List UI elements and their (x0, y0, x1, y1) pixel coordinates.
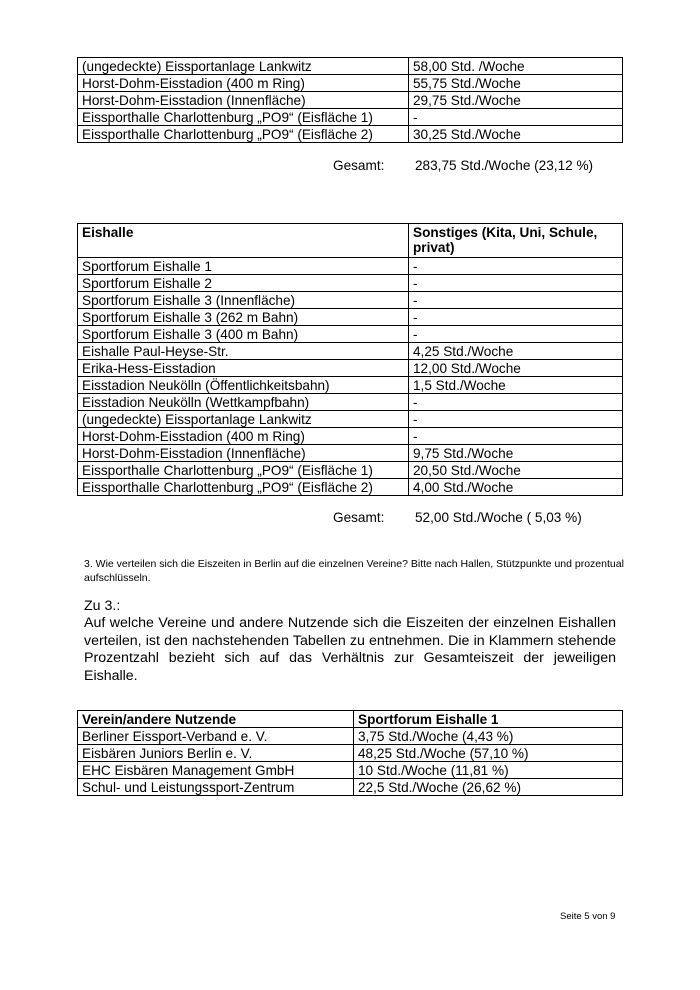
table-row (78, 275, 623, 292)
usage-table-continued (77, 57, 623, 143)
row-value-cell: - (409, 292, 623, 309)
row-label-cell: Sportforum Eishalle 3 (262 m Bahn) (78, 309, 409, 326)
row-label-cell: Sportforum Eishalle 1 (78, 258, 409, 275)
row-value-cell: 4,00 Std./Woche (409, 479, 623, 496)
table-row (78, 75, 623, 92)
page-number: Seite 5 von 9 (560, 911, 616, 922)
row-value-cell: - (409, 326, 623, 343)
row-label-cell: Eisbären Juniors Berlin e. V. (78, 745, 354, 762)
table-row (78, 462, 623, 479)
row-value-cell: 1,5 Std./Woche (409, 377, 623, 394)
row-value-cell: - (409, 109, 623, 126)
column-header-eishalle-1: Sportforum Eishalle 1 (354, 711, 623, 728)
table-header-row (78, 224, 623, 258)
table-row (78, 92, 623, 109)
row-value-cell: 9,75 Std./Woche (409, 445, 623, 462)
row-value-cell: 22,5 Std./Woche (26,62 %) (354, 779, 623, 796)
row-value-cell: 58,00 Std. /Woche (409, 58, 623, 75)
row-value-cell: 55,75 Std./Woche (409, 75, 623, 92)
row-value-cell: 10 Std./Woche (11,81 %) (354, 762, 623, 779)
column-header-verein: Verein/andere Nutzende (78, 711, 354, 728)
table-row (78, 394, 623, 411)
row-label-cell: Berliner Eissport-Verband e. V. (78, 728, 354, 745)
row-label-cell: Eisstadion Neukölln (Öffentlichkeitsbahn) (78, 377, 409, 394)
row-label-cell: Horst-Dohm-Eisstadion (400 m Ring) (78, 428, 409, 445)
table-row (78, 377, 623, 394)
row-label-cell: EHC Eisbären Management GmbH (78, 762, 354, 779)
table-row (78, 445, 623, 462)
row-label-cell: Horst-Dohm-Eisstadion (400 m Ring) (78, 75, 409, 92)
column-header-eishalle: Eishalle (78, 224, 409, 258)
total-label: Gesamt: (333, 510, 385, 525)
row-label-cell: Eisstadion Neukölln (Wettkampfbahn) (78, 394, 409, 411)
row-value-cell: 30,25 Std./Woche (409, 126, 623, 143)
table-row (78, 58, 623, 75)
row-label-cell: Sportforum Eishalle 3 (400 m Bahn) (78, 326, 409, 343)
row-label-cell: Horst-Dohm-Eisstadion (Innenfläche) (78, 445, 409, 462)
row-label-cell: Eissporthalle Charlottenburg „PO9“ (Eisfläche 2) (78, 126, 409, 143)
row-label-cell: Eissporthalle Charlottenburg „PO9“ (Eisfläche 2) (78, 479, 409, 496)
table-row (78, 109, 623, 126)
answer-text: Auf welche Vereine und andere Nutzende sich die Eiszeiten der einzelnen Eishallen verteilen, ist den nachstehenden Tabellen zu entnehmen. Die in Klammern stehende Prozentzahl bezieht sich auf das Verhältnis zur Gesamteiszeit der jeweiligen Eishalle. (84, 615, 616, 684)
total-value: 52,00 Std./Woche ( 5,03 %) (415, 510, 582, 525)
table-row (78, 745, 623, 762)
table-row (78, 411, 623, 428)
row-value-cell: 48,25 Std./Woche (57,10 %) (354, 745, 623, 762)
club-usage-table (77, 710, 623, 796)
table-row (78, 360, 623, 377)
row-value-cell: - (409, 428, 623, 445)
table-row (78, 309, 623, 326)
row-label-cell: Sportforum Eishalle 2 (78, 275, 409, 292)
row-value-cell: - (409, 258, 623, 275)
table-row (78, 292, 623, 309)
total-label: Gesamt: (333, 158, 385, 173)
answer-heading: Zu 3.: (84, 598, 121, 614)
row-label-cell: (ungedeckte) Eissportanlage Lankwitz (78, 411, 409, 428)
row-label-cell: Schul- und Leistungssport-Zentrum (78, 779, 354, 796)
table-row (78, 343, 623, 360)
row-value-cell: 4,25 Std./Woche (409, 343, 623, 360)
table-row (78, 728, 623, 745)
row-value-cell: - (409, 275, 623, 292)
table1-body (78, 58, 623, 143)
row-value-cell: 20,50 Std./Woche (409, 462, 623, 479)
row-value-cell: 3,75 Std./Woche (4,43 %) (354, 728, 623, 745)
table-row (78, 479, 623, 496)
row-label-cell: Eishalle Paul-Heyse-Str. (78, 343, 409, 360)
row-value-cell: 12,00 Std./Woche (409, 360, 623, 377)
table2-body (78, 258, 623, 496)
table-row (78, 779, 623, 796)
row-label-cell: Eissporthalle Charlottenburg „PO9“ (Eisfläche 1) (78, 462, 409, 479)
row-label-cell: Horst-Dohm-Eisstadion (Innenfläche) (78, 92, 409, 109)
table-row (78, 762, 623, 779)
row-label-cell: Erika-Hess-Eisstadion (78, 360, 409, 377)
row-value-cell: - (409, 309, 623, 326)
row-label-cell: (ungedeckte) Eissportanlage Lankwitz (78, 58, 409, 75)
table-header-row (78, 711, 623, 728)
other-usage-table (77, 223, 623, 496)
row-label-cell: Eissporthalle Charlottenburg „PO9“ (Eisfläche 1) (78, 109, 409, 126)
row-value-cell: - (409, 411, 623, 428)
table3-body (78, 728, 623, 796)
table-row (78, 126, 623, 143)
question-3: 3. Wie verteilen sich die Eiszeiten in Berlin auf die einzelnen Vereine? Bitte nach Hallen, Stützpunkte und prozentual aufschlüsseln. (84, 558, 624, 584)
table-row (78, 326, 623, 343)
table-row (78, 258, 623, 275)
table-row (78, 428, 623, 445)
total-value: 283,75 Std./Woche (23,12 %) (415, 158, 594, 173)
row-value-cell: 29,75 Std./Woche (409, 92, 623, 109)
row-label-cell: Sportforum Eishalle 3 (Innenfläche) (78, 292, 409, 309)
column-header-sonstiges: Sonstiges (Kita, Uni, Schule, privat) (409, 224, 623, 258)
row-value-cell: - (409, 394, 623, 411)
